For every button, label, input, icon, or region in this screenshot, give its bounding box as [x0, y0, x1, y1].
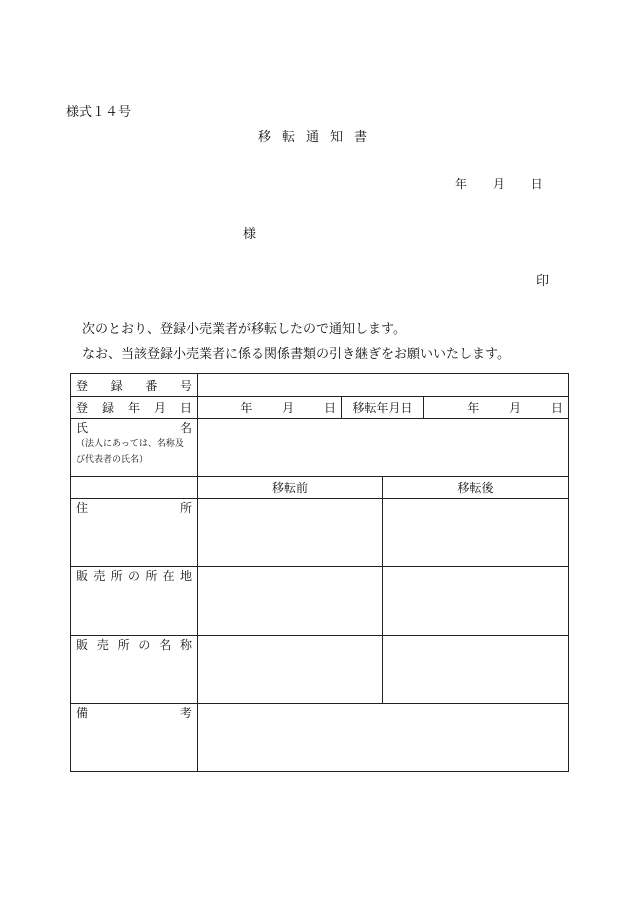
registration-date-value[interactable]: 年 月 日 — [198, 397, 342, 419]
name-note: （法人にあっては、名称及び代表者の氏名） — [76, 439, 184, 466]
issue-date-line: 年 月 日 — [455, 177, 543, 191]
shop-name-after-value[interactable] — [383, 635, 569, 703]
remarks-label: 備考 — [71, 703, 198, 771]
name-label-cell — [71, 419, 198, 477]
row-address — [71, 499, 569, 567]
address-label: 住所 — [71, 499, 198, 567]
shop-location-after-value[interactable] — [383, 567, 569, 635]
address-before-value[interactable] — [198, 499, 383, 567]
registration-date-label: 登録年月日 — [71, 397, 198, 419]
shop-location-before-value[interactable] — [198, 567, 383, 635]
shop-name-label: 販売所の名称 — [71, 635, 198, 703]
address-after-value[interactable] — [383, 499, 569, 567]
row-registration-date — [71, 397, 569, 419]
shop-location-label: 販売所の所在地 — [71, 567, 198, 635]
row-registration-number — [71, 374, 569, 397]
relocation-date-label: 移転年月日 — [342, 397, 424, 419]
blank-header-cell — [71, 477, 198, 499]
body-text-line-2: なお、当該登録小売業者に係る関係書類の引き継ぎをお願いいたします。 — [82, 347, 510, 362]
relocation-date-value[interactable]: 年 月 日 — [424, 397, 569, 419]
remarks-value[interactable] — [198, 703, 569, 771]
registration-number-value[interactable] — [198, 374, 569, 397]
recipient-suffix: 様 — [243, 227, 257, 242]
registration-number-label: 登録番号 — [71, 374, 198, 397]
row-shop-location — [71, 567, 569, 635]
name-value[interactable] — [198, 419, 569, 477]
before-header: 移転前 — [198, 477, 383, 499]
document-title: 移転通知書 — [258, 130, 379, 145]
row-remarks — [71, 703, 569, 771]
shop-name-before-value[interactable] — [198, 635, 383, 703]
seal-mark: 印 — [536, 274, 550, 289]
row-shop-name — [71, 635, 569, 703]
after-header: 移転後 — [383, 477, 569, 499]
name-label: 氏 名 — [76, 421, 192, 436]
row-name — [71, 419, 569, 477]
body-text-line-1: 次のとおり、登録小売業者が移転したので通知します。 — [82, 322, 406, 337]
notification-form-table — [70, 373, 569, 772]
form-number: 様式１４号 — [66, 105, 132, 120]
row-column-headers — [71, 477, 569, 499]
